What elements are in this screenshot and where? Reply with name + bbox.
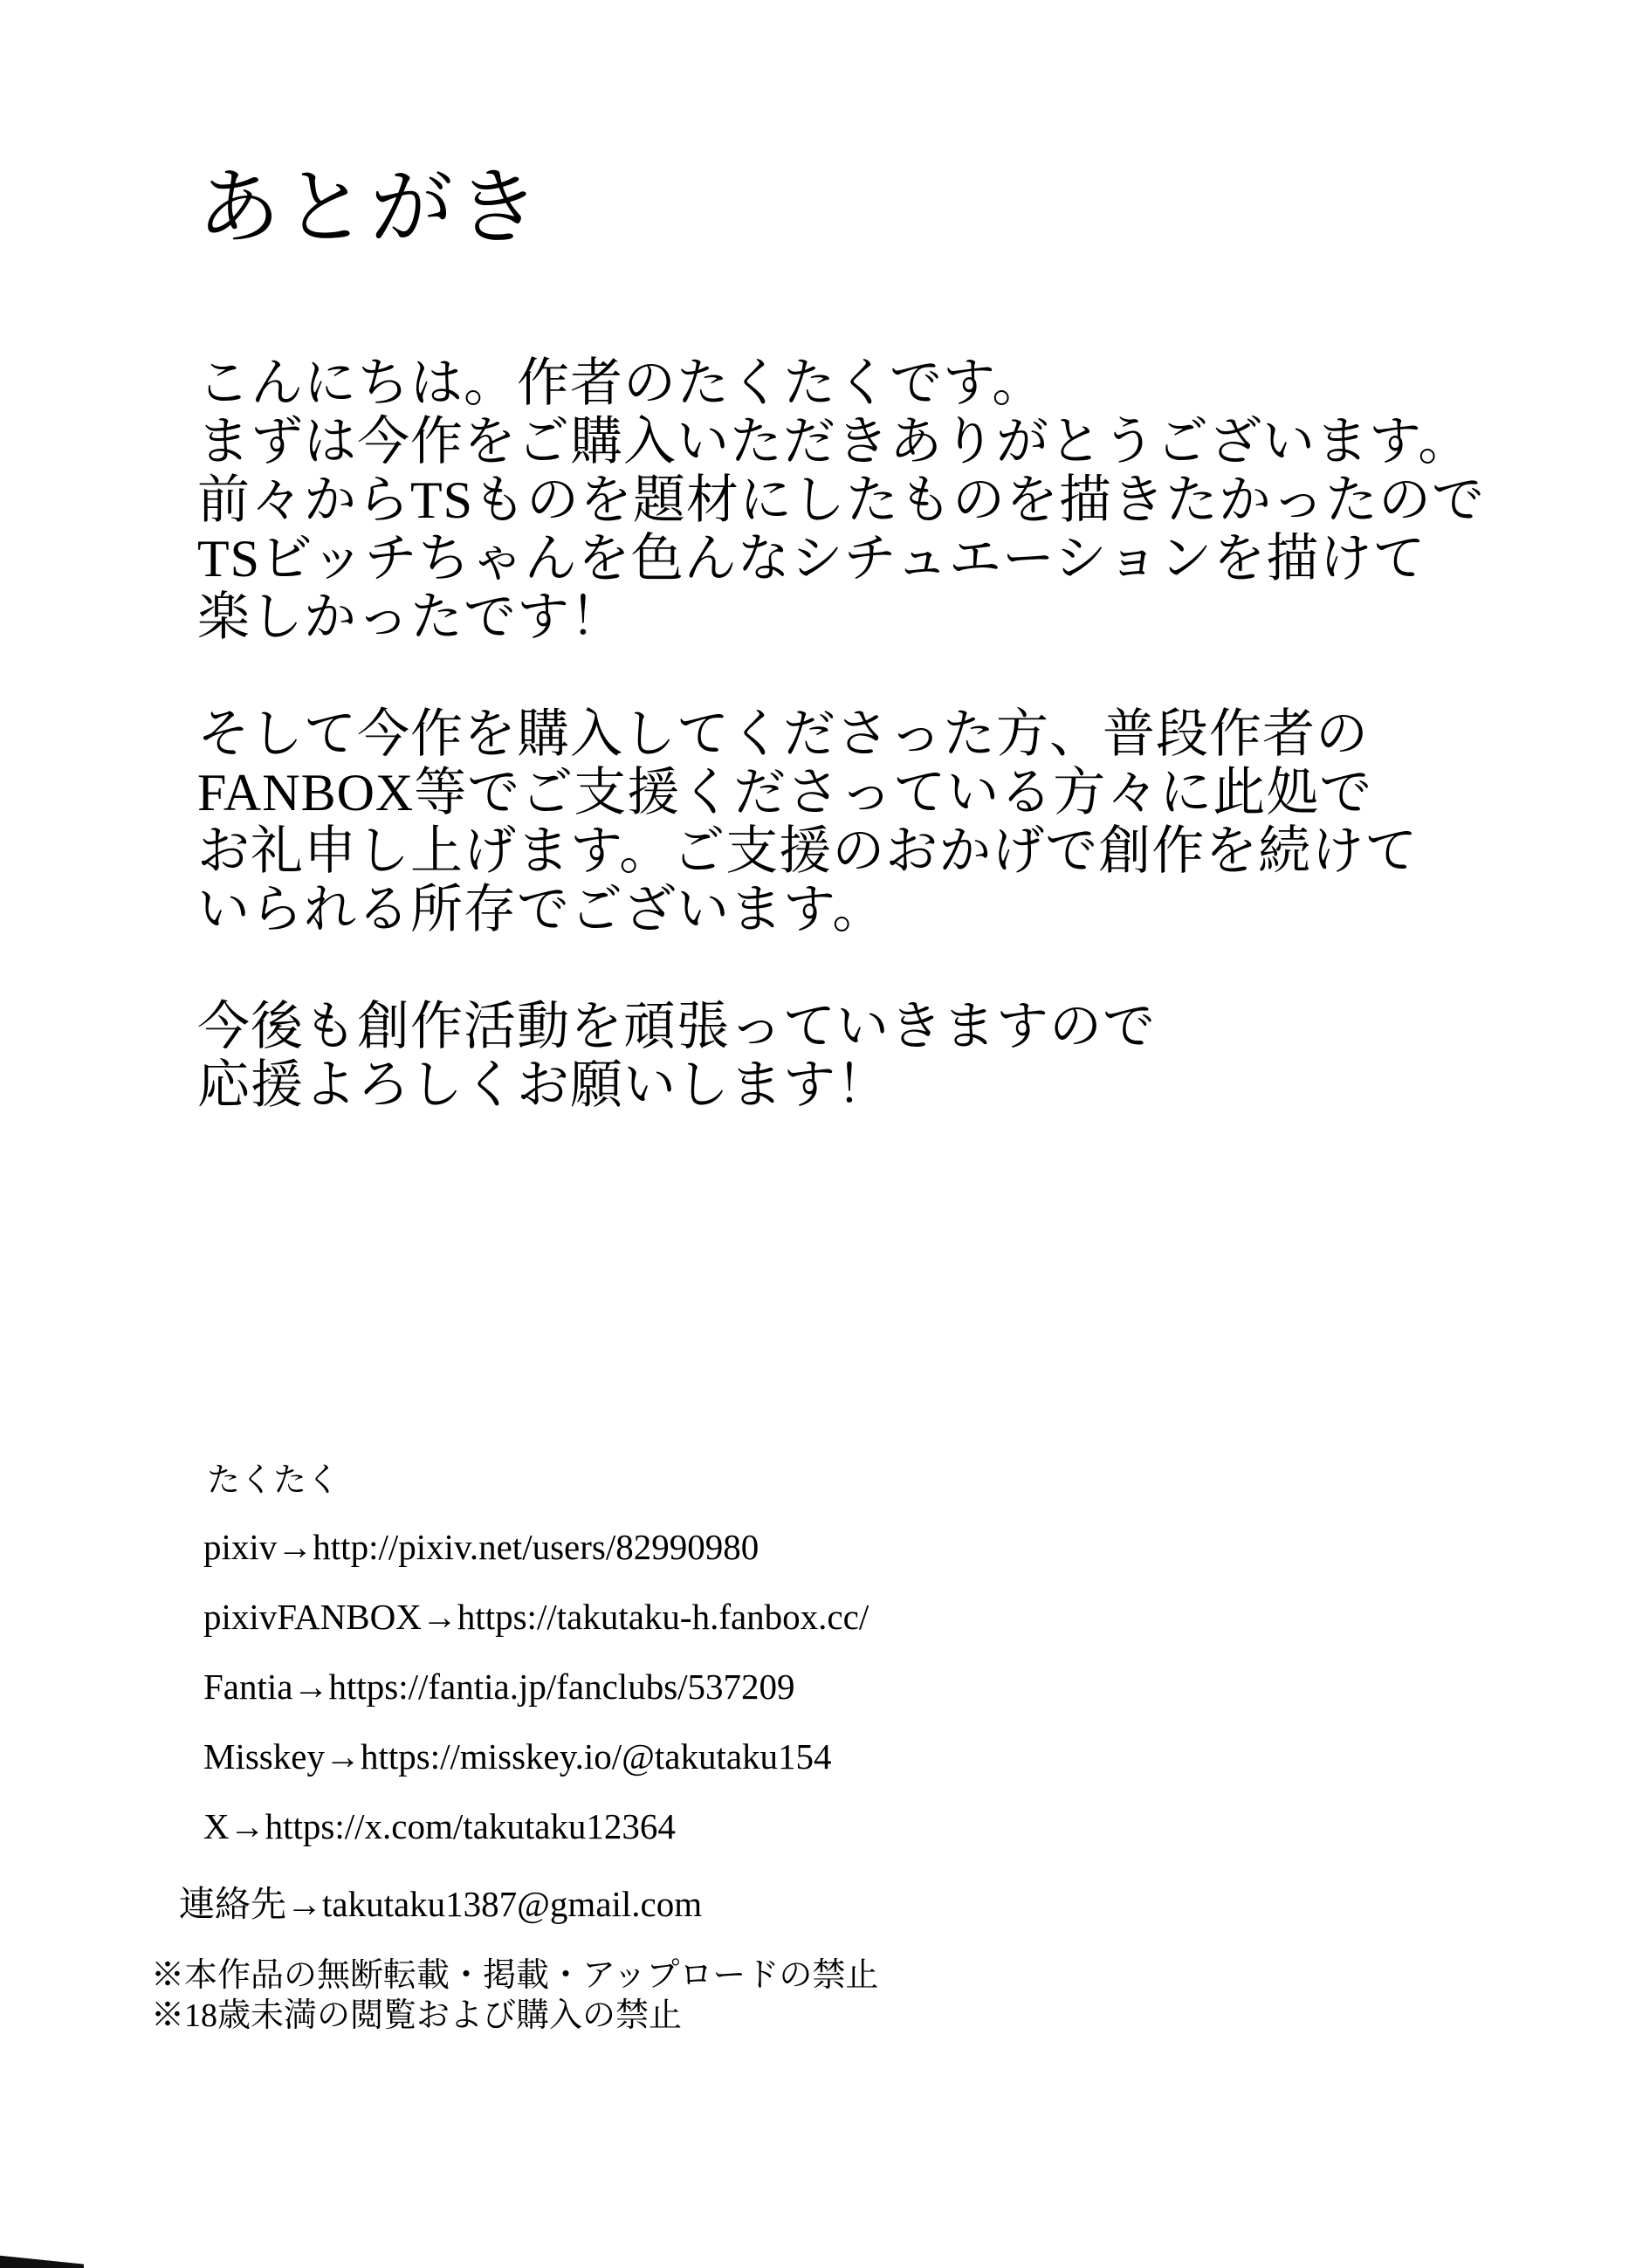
misskey-link: Misskey→https://misskey.io/@takutaku154 xyxy=(203,1736,832,1777)
text-line: FANBOX等でご支援くださっている方々に此処で xyxy=(197,764,1373,821)
notice-age-restriction: ※18歳未満の閲覧および購入の禁止 xyxy=(151,1997,683,2034)
notice-no-repost: ※本作品の無断転載・掲載・アップロードの禁止 xyxy=(151,1957,879,1994)
text-line: TSビッチちゃんを色んなシチュエーションを描けて xyxy=(197,530,1426,588)
text-line: 今後も創作活動を頑張っていきますので xyxy=(197,998,1156,1055)
text-line: いられる所存でございます。 xyxy=(197,881,886,938)
contact-email: 連絡先→takutaku1387@gmail.com xyxy=(179,1884,703,1924)
text-line: まずは今作をご購入いただきありがとうございます。 xyxy=(197,413,1472,471)
text-line: こんにちは。作者のたくたくです。 xyxy=(197,354,1046,412)
page-title: あとがき xyxy=(197,162,544,254)
paragraph-thanks xyxy=(197,705,1485,939)
text-line: そして今作を購入してくださった方、普段作者の xyxy=(197,705,1369,763)
notices-block xyxy=(151,1955,878,2036)
scan-artifact xyxy=(0,2249,84,2268)
x-link: X→https://x.com/takutaku12364 xyxy=(203,1806,676,1846)
text-line: 前々からTSものを題材にしたものを描きたかったので xyxy=(197,471,1486,529)
pixiv-link: pixiv→http://pixiv.net/users/82990980 xyxy=(203,1527,760,1567)
text-line: お礼申し上げます。ご支援のおかげで創作を続けて xyxy=(197,822,1419,880)
paragraph-greeting xyxy=(197,354,1485,647)
text-line: 応援よろしくお願いします！ xyxy=(197,1056,890,1114)
author-name: たくたく xyxy=(207,1462,340,1499)
fanbox-link: pixivFANBOX→https://takutaku-h.fanbox.cc/ xyxy=(203,1597,869,1637)
fantia-link: Fantia→https://fantia.jp/fanclubs/537209 xyxy=(203,1667,795,1707)
paragraph-closing xyxy=(197,998,1485,1115)
afterword-body xyxy=(197,354,1485,1115)
text-line: 楽しかったです！ xyxy=(197,588,623,646)
